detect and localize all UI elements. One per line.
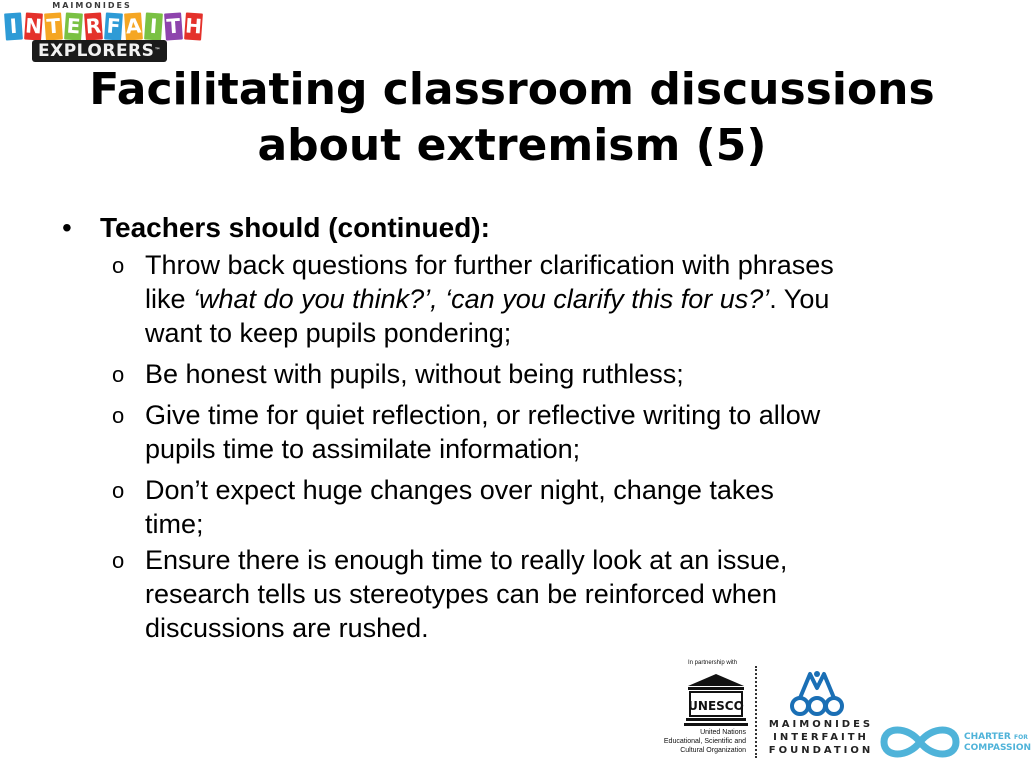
- item-text: want to keep pupils pondering;: [145, 318, 512, 348]
- bullet-heading: [62, 208, 962, 248]
- maimonides-foundation-text: MAIMONIDES INTERFAITH FOUNDATION: [768, 719, 874, 756]
- item-text: . You: [769, 284, 830, 314]
- logo-bottom-text: EXPLORERS™: [32, 40, 167, 62]
- partnership-text: In partnership with: [688, 660, 738, 666]
- charter-for-compassion-text: CHARTER FOR COMPASSION: [964, 732, 1031, 753]
- sub-bullet-marker: o: [112, 403, 125, 428]
- item-text: research tells us stereotypes can be reinforced when: [145, 579, 777, 609]
- item-text: time;: [145, 509, 204, 539]
- item-italic-text: ‘what do you think?’, ‘can you clarify this for us?’: [193, 284, 770, 314]
- logo-letter: A: [123, 11, 144, 41]
- logo-letter: T: [43, 11, 64, 41]
- item-text: like: [145, 284, 194, 314]
- sub-bullet-marker: o: [112, 253, 125, 278]
- title-line-2: about extremism (5): [257, 120, 767, 171]
- list-item: [62, 543, 962, 645]
- logo-letter: F: [103, 11, 124, 41]
- item-text: discussions are rushed.: [145, 613, 429, 643]
- item-text: Be honest with pupils, without being ruthless;: [145, 359, 684, 389]
- list-item: [62, 357, 962, 391]
- logo-letter: I: [143, 11, 164, 41]
- sub-bullet-marker: o: [112, 478, 125, 503]
- divider: [755, 666, 757, 758]
- partner-logos: [640, 658, 1031, 768]
- item-text: Give time for quiet reflection, or reflective writing to allow: [145, 400, 821, 430]
- heading-text: Teachers should (continued):: [100, 212, 490, 243]
- list-item: [62, 473, 962, 541]
- item-text: Don’t expect huge changes over night, change takes: [145, 475, 774, 505]
- sub-bullet-marker: o: [112, 548, 125, 573]
- list-item: [62, 398, 962, 466]
- logo-letter: T: [163, 11, 184, 41]
- item-text: pupils time to assimilate information;: [145, 434, 581, 464]
- logo-top-text: MAIMONIDES: [52, 1, 132, 10]
- logo-letter: N: [23, 11, 44, 41]
- logo-letter: E: [63, 11, 84, 41]
- unesco-caption: United Nations Educational, Scientific and Cultural Organization: [663, 729, 746, 754]
- maimonides-foundation-icon: [788, 668, 846, 718]
- list-item: [62, 248, 962, 350]
- title-line-1: Facilitating classroom discussions: [89, 64, 935, 115]
- item-text: Ensure there is enough time to really look at an issue,: [145, 545, 788, 575]
- logo-letter: H: [183, 11, 204, 41]
- logo-letter: R: [83, 11, 104, 41]
- logo-letter: I: [3, 11, 24, 41]
- slide-body: [62, 208, 962, 645]
- unesco-word: UNESCO: [688, 699, 744, 713]
- charter-infinity-icon: [878, 724, 962, 760]
- unesco-temple-icon: [684, 672, 748, 728]
- logo-letters: [4, 12, 204, 42]
- slide-title: [0, 62, 1024, 174]
- sub-bullet-marker: o: [112, 362, 125, 387]
- interfaith-explorers-logo: [4, 0, 203, 66]
- bullet-dot: •: [62, 212, 72, 243]
- item-text: Throw back questions for further clarification with phrases: [145, 250, 834, 280]
